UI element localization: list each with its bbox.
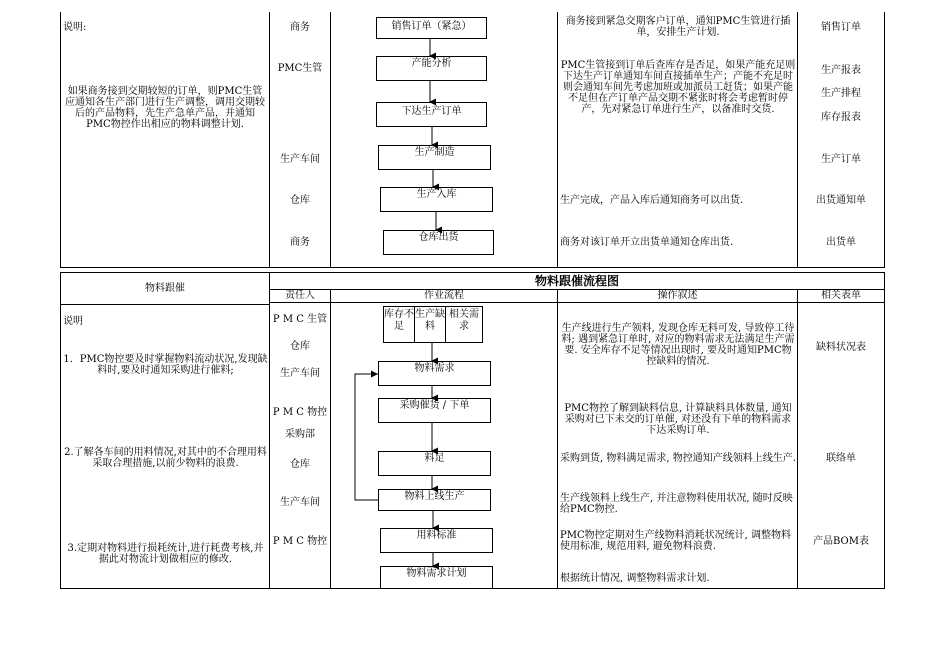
- bottom-note-3: 3.定期对物料进行损耗统计,进行耗费考核,并据此对物流计划做相应的修改.: [67, 543, 264, 565]
- top-form: 出货通知单: [816, 195, 866, 206]
- bottom-role: 生产车间: [280, 368, 320, 379]
- bottom-desc: 根据统计情况, 调整物料需求计划.: [560, 573, 710, 584]
- top-role: 仓库: [290, 195, 310, 206]
- col-header-owner: 责任人: [285, 290, 315, 301]
- bottom-form: 联络单: [826, 453, 856, 464]
- trio-box-stock-shortage: 库存不足: [383, 306, 415, 343]
- bottom-role: P M C 物控: [272, 536, 328, 547]
- bottom-role: P M C 生管: [272, 314, 328, 325]
- bottom-desc: PMC物控了解到缺料信息, 计算缺料具体数量, 通知采购对已下未交的订单催, 对还没有下单的物料需求下达采购订单.: [564, 403, 792, 436]
- top-form: 生产排程: [821, 88, 861, 99]
- top-desc: 商务对该订单开立出货单通知仓库出货.: [560, 237, 734, 248]
- bottom-role: 仓库: [290, 459, 310, 470]
- bottom-role: P M C 物控: [272, 407, 328, 418]
- top-desc: PMC生管接到订单后查库存是否足，如果产能充足则下达生产订单通知车间直接插单生产；产能不充足时则会通知车间先考虑加班或加派员工赶货；如果产能不足但在产订单产品交期不紧张时将会考虑暂时停产，先对紧急订单进行生产，以备准时交货.: [560, 60, 796, 115]
- trio-box-production-shortage: 生产缺料: [414, 306, 446, 343]
- flow-box-usage-standard: 用料标准: [380, 528, 493, 553]
- flow-box-manufacturing: 生产制造: [378, 145, 491, 170]
- top-form: 出货单: [826, 237, 856, 248]
- bottom-desc: 采购到货, 物料满足需求, 物控通知产线领料上线生产.: [560, 453, 796, 464]
- top-note-label: 说明:: [63, 22, 87, 33]
- bottom-form: 产品BOM表: [813, 536, 869, 547]
- top-form: 生产订单: [821, 154, 861, 165]
- col-header-forms: 相关表单: [821, 290, 861, 301]
- top-desc: 生产完成，产品入库后通知商务可以出货.: [560, 195, 744, 206]
- top-note-text: 如果商务接到交期较短的订单，则PMC生管应通知各生产部门进行生产调整，调用交期较后的产品物料，先生产急单产品，并通知PMC物控作出相应的物料调整计划.: [65, 86, 265, 130]
- bottom-role: 仓库: [290, 341, 310, 352]
- bottom-note-label: 说明: [63, 316, 83, 327]
- trio-box-related-demand: 相关需求: [445, 306, 483, 343]
- top-role: 商务: [290, 237, 310, 248]
- flow-box-warehousing: 生产入库: [380, 187, 493, 212]
- bottom-desc: 生产线领料上线生产, 并注意物料使用状况, 随时反映给PMC物控.: [560, 493, 793, 515]
- col-header-description: 操作叙述: [657, 290, 698, 301]
- top-form: 库存报表: [821, 112, 861, 123]
- flow-box-sales-order: 销售订单（紧急）: [376, 17, 487, 39]
- top-form: 销售订单: [821, 22, 861, 33]
- top-form: 生产报表: [821, 65, 861, 76]
- bottom-role: 采购部: [285, 429, 315, 440]
- bottom-note-1: 1．PMC物控要及时掌握物料流动状况,发现缺料时,要及时通知采购进行催料;: [63, 354, 268, 376]
- flow-box-material-sufficient: 料足: [378, 451, 491, 476]
- flow-box-material-demand: 物料需求: [378, 361, 491, 386]
- bottom-desc: PMC物控定期对生产线物料消耗状况统计, 调整物料使用标准, 规范用料, 避免物料浪费.: [560, 530, 791, 552]
- top-role: PMC生管: [277, 63, 323, 74]
- bottom-note-2: 2.了解各车间的用料情况,对其中的不合理用料采取合理措施,以前少物料的浪费.: [64, 447, 267, 469]
- flow-box-shipment: 仓库出货: [383, 230, 494, 255]
- bottom-desc: 生产线进行生产领料, 发现仓库无料可发, 导致停工待料; 遇到紧急订单时, 对应的物料需求无法满足生产需要. 安全库存不足等情况出现时, 要及时通知PMC物控缺料的情况.: [561, 323, 795, 367]
- flow-box-capacity-analysis: 产能分析: [376, 56, 487, 81]
- flow-box-online-production: 物料上线生产: [378, 489, 491, 511]
- col-header-process: 作业流程: [424, 290, 464, 301]
- top-role: 商务: [290, 22, 310, 33]
- section-label: 物料跟催: [145, 283, 185, 294]
- bottom-form: 缺料状况表: [816, 342, 866, 353]
- flowchart-title: 物料跟催流程图: [534, 274, 619, 288]
- flow-box-production-order: 下达生产订单: [376, 102, 487, 127]
- top-desc: 商务接到紧急交期客户订单，通知PMC生管进行插单，安排生产计划.: [565, 16, 791, 38]
- flow-box-material-plan: 物料需求计划: [380, 566, 493, 589]
- bottom-role: 生产车间: [280, 497, 320, 508]
- top-role: 生产车间: [280, 154, 320, 165]
- flow-box-purchase-order: 采购催货 / 下单: [378, 398, 491, 423]
